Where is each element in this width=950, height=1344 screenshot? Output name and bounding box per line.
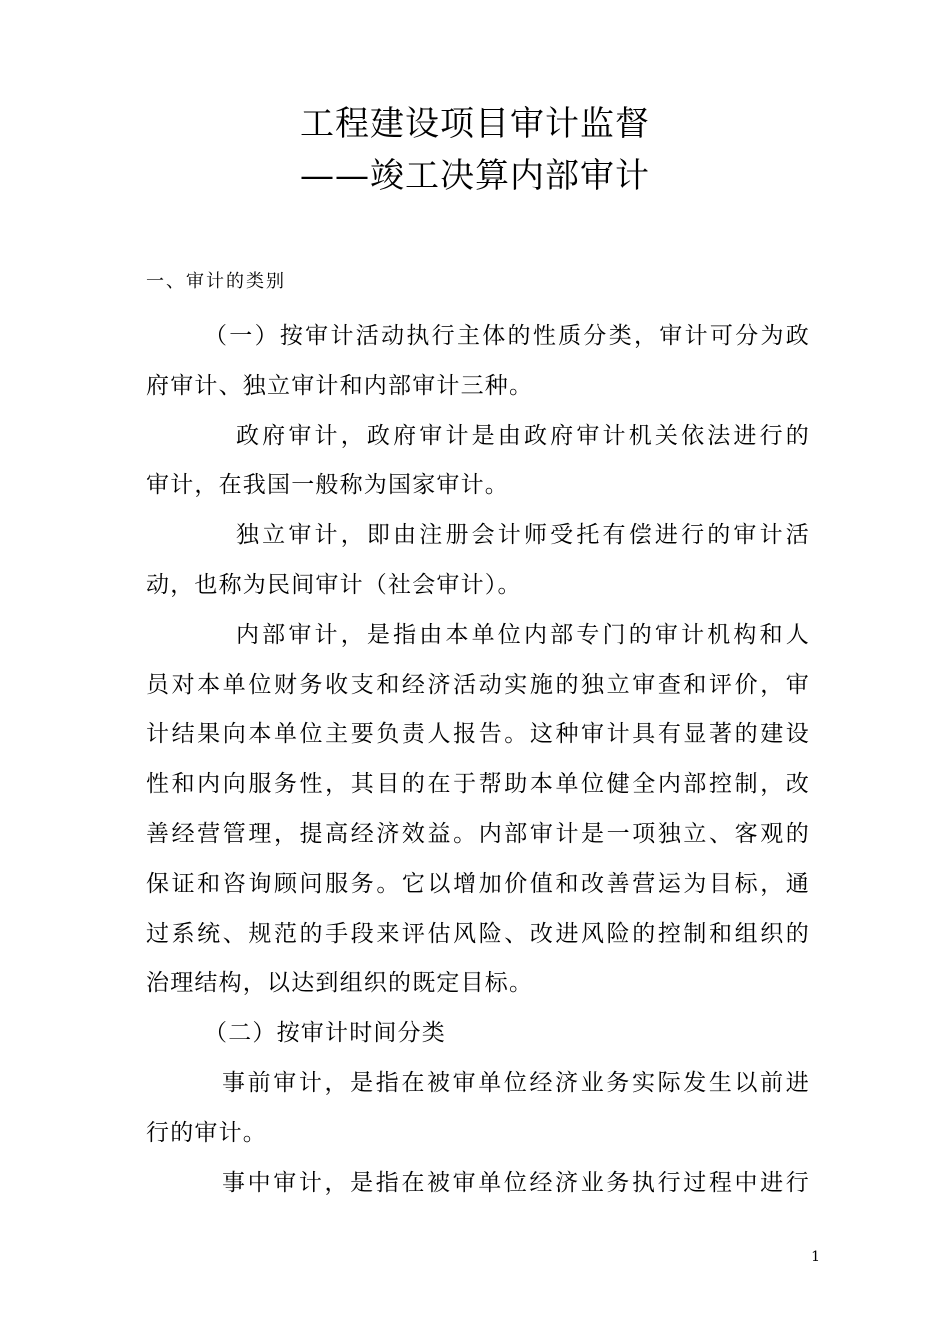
document-subtitle: ——竣工决算内部审计: [300, 156, 650, 196]
paragraph-line: 府审计、独立审计和内部审计三种。: [146, 372, 534, 399]
document-body: [146, 312, 810, 1208]
section-heading: 一、审计的类别: [146, 271, 286, 292]
paragraph-line: 内部审计，是指由本单位内部专门的审计机构和人: [236, 621, 810, 648]
paragraph-line: 治理结构，以达到组织的既定目标。: [146, 970, 534, 997]
paragraph-line: 员对本单位财务收支和经济活动实施的独立审查和评价，审: [146, 671, 810, 698]
paragraph-line: 政府审计，政府审计是由政府审计机关依法进行的: [236, 422, 810, 449]
paragraph-line: 善经营管理，提高经济效益。内部审计是一项独立、客观的: [146, 820, 810, 847]
paragraph-line: 性和内向服务性，其目的在于帮助本单位健全内部控制，改: [146, 771, 810, 798]
paragraph-line: 过系统、规范的手段来评估风险、改进风险的控制和组织的: [146, 920, 810, 947]
paragraph-line: 审计，在我国一般称为国家审计。: [146, 472, 509, 499]
document-title: 工程建设项目审计监督: [300, 104, 650, 144]
paragraph-line: （一）按审计活动执行主体的性质分类，审计可分为政: [204, 323, 810, 349]
paragraph-line: 事前审计，是指在被审单位经济业务实际发生以前进: [222, 1069, 810, 1096]
paragraph-line: 独立审计，即由注册会计师受托有偿进行的审计活: [236, 522, 810, 549]
paragraph-line: （二）按审计时间分类: [204, 1020, 446, 1047]
paragraph-line: 事中审计，是指在被审单位经济业务执行过程中进行: [222, 1169, 810, 1196]
paragraph-line: 行的审计。: [146, 1119, 267, 1146]
page-number: 1: [811, 1249, 820, 1265]
paragraph-line: 计结果向本单位主要负责人报告。这种审计具有显著的建设: [146, 721, 810, 748]
paragraph-line: 保证和咨询顾问服务。它以增加价值和改善营运为目标，通: [146, 870, 810, 897]
paragraph-line: 动，也称为民间审计（社会审计）。: [146, 571, 522, 598]
